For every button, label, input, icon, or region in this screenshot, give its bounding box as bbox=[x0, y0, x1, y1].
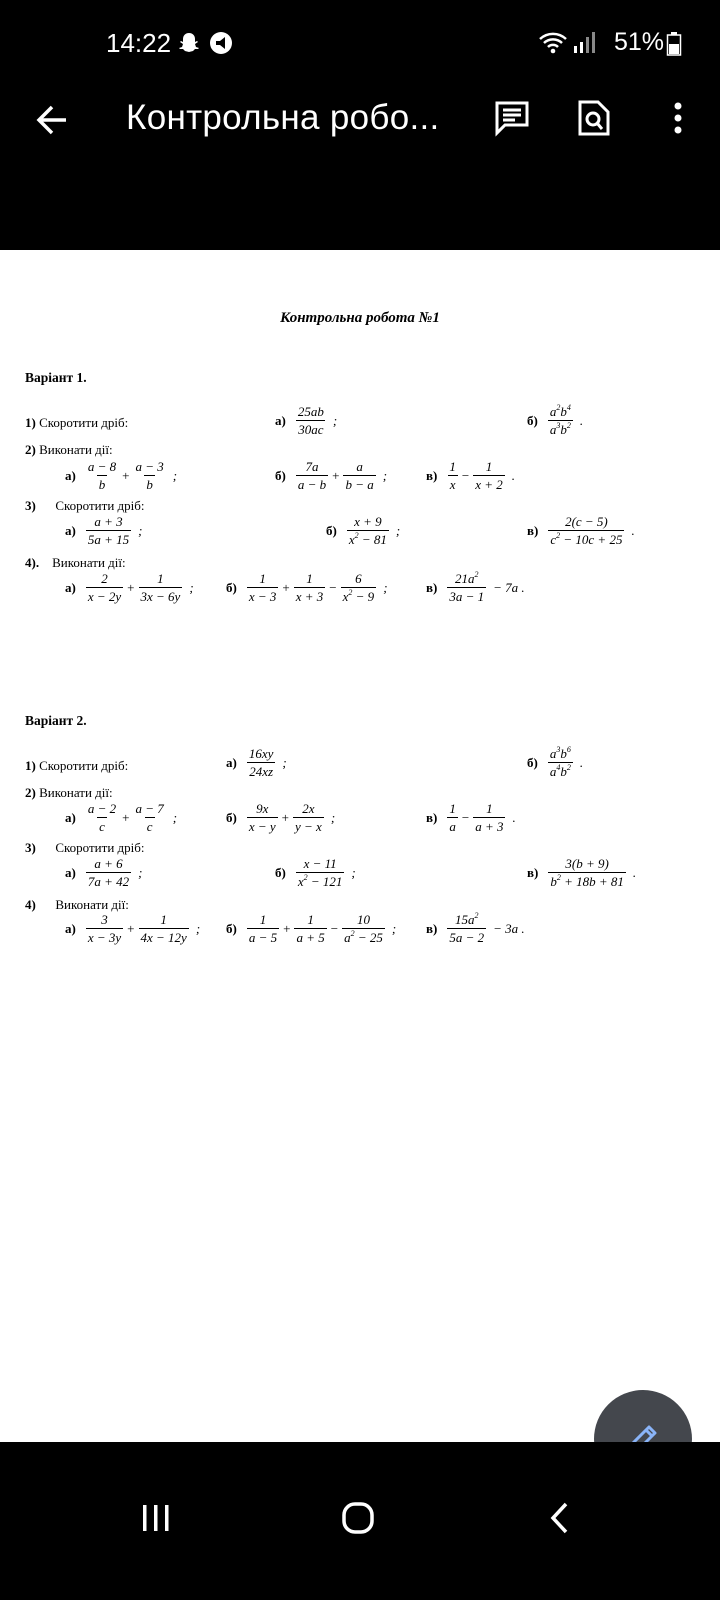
fraction bbox=[247, 802, 278, 833]
fraction bbox=[133, 802, 165, 833]
v1-t1-b bbox=[527, 405, 583, 436]
numerator: 3(b + 9) bbox=[565, 856, 609, 871]
numerator: 9x bbox=[256, 801, 269, 816]
operator: + bbox=[282, 579, 290, 595]
fraction bbox=[447, 913, 486, 944]
fraction bbox=[86, 913, 123, 944]
denominator: a − b bbox=[297, 477, 327, 492]
numerator: $a^2b^4$ bbox=[549, 403, 571, 419]
variant-1-heading: Варіант 1. bbox=[25, 370, 87, 385]
fraction bbox=[347, 515, 389, 546]
tail: . bbox=[511, 467, 515, 483]
denominator: 3a − 1 bbox=[449, 589, 485, 604]
fraction bbox=[247, 572, 279, 603]
denominator: c bbox=[99, 819, 105, 834]
v2-t3-b bbox=[275, 857, 356, 888]
operator: − bbox=[461, 467, 470, 483]
item-label: б) bbox=[226, 809, 237, 825]
task-number: 1) bbox=[25, 758, 36, 773]
task-number: 4) bbox=[25, 897, 36, 912]
document-page[interactable] bbox=[0, 250, 720, 1442]
battery-percent: 51% bbox=[614, 28, 665, 56]
item-label: б) bbox=[275, 864, 286, 880]
operator: + bbox=[283, 920, 291, 936]
fraction bbox=[293, 802, 324, 833]
numerator: 25ab bbox=[297, 404, 324, 419]
system-navigation-bar bbox=[0, 1442, 720, 1600]
operator: + bbox=[122, 809, 130, 825]
numerator: x + 9 bbox=[354, 514, 382, 529]
numerator: a − 8 bbox=[87, 459, 117, 474]
denominator: 5a + 15 bbox=[87, 532, 130, 547]
task-number: 4). bbox=[25, 555, 40, 570]
back-button[interactable] bbox=[28, 96, 76, 144]
numerator: $a^3b^6$ bbox=[549, 745, 571, 761]
fraction bbox=[294, 572, 326, 603]
denominator: $x^2 - 121$ bbox=[297, 873, 343, 889]
operator: + bbox=[122, 467, 130, 483]
denominator: x + 2 bbox=[475, 477, 503, 492]
v2-t2-b bbox=[226, 802, 335, 833]
fraction bbox=[247, 747, 276, 778]
find-in-page-icon bbox=[576, 99, 612, 137]
denominator: 3x − 6y bbox=[140, 589, 181, 604]
item-label: в) bbox=[426, 920, 438, 936]
denominator: x − 2y bbox=[87, 589, 122, 604]
v2-t3-a bbox=[65, 857, 142, 888]
v1-t2-b bbox=[275, 460, 387, 491]
numerator: 1 bbox=[160, 912, 167, 927]
v1-t2-a bbox=[65, 460, 177, 491]
recents-button[interactable] bbox=[126, 1488, 186, 1548]
denominator: a + 5 bbox=[296, 930, 325, 945]
denominator: $a^3b^2$ bbox=[549, 421, 571, 437]
denominator: $a^4b^2$ bbox=[549, 763, 571, 779]
tail: . bbox=[631, 522, 635, 538]
denominator: x − 3 bbox=[248, 589, 277, 604]
item-label: а) bbox=[65, 522, 76, 538]
fraction bbox=[139, 572, 183, 603]
denominator: a bbox=[449, 819, 456, 834]
item-label: а) bbox=[65, 920, 76, 936]
fraction bbox=[548, 405, 573, 436]
snapchat-icon bbox=[176, 30, 202, 56]
item-label: в) bbox=[527, 864, 539, 880]
task-text: Виконати дії: bbox=[39, 785, 113, 800]
fraction bbox=[294, 913, 326, 944]
numerator: 1 bbox=[449, 801, 456, 816]
item-label: а) bbox=[65, 467, 76, 483]
v2-t2-a bbox=[65, 802, 177, 833]
status-time: 14:22 bbox=[106, 28, 172, 58]
tail: ; bbox=[189, 579, 194, 595]
v2-t4-c bbox=[426, 913, 525, 944]
denominator: x + 3 bbox=[295, 589, 324, 604]
numerator: a − 3 bbox=[135, 459, 164, 474]
fraction bbox=[447, 460, 458, 491]
item-label: б) bbox=[226, 579, 237, 595]
tail: . bbox=[579, 412, 584, 428]
denominator: a − 5 bbox=[248, 930, 278, 945]
cast-icon bbox=[208, 30, 234, 56]
tail: ; bbox=[382, 467, 388, 483]
denominator: c bbox=[146, 819, 153, 834]
battery-icon bbox=[666, 31, 682, 57]
tail: ; bbox=[351, 864, 356, 880]
recents-icon bbox=[140, 1503, 172, 1533]
denominator: $b^2 + 18b + 81$ bbox=[550, 873, 624, 889]
fraction bbox=[341, 572, 377, 603]
fraction bbox=[296, 405, 326, 436]
numerator: x − 11 bbox=[303, 856, 337, 871]
fraction bbox=[447, 802, 458, 833]
item-label: б) bbox=[527, 754, 538, 770]
denominator: y − x bbox=[295, 819, 322, 834]
item-label: б) bbox=[226, 920, 237, 936]
page-title: Контрольна робота №1 bbox=[280, 310, 440, 326]
more-vert-icon bbox=[673, 101, 683, 135]
fraction bbox=[473, 802, 505, 833]
fraction bbox=[548, 515, 624, 546]
v2-task-4 bbox=[25, 897, 129, 913]
denominator: b bbox=[146, 477, 153, 492]
status-bar bbox=[0, 0, 720, 88]
item-label: в) bbox=[426, 809, 438, 825]
v2-task-1 bbox=[25, 758, 128, 774]
task-text: Виконати дії: bbox=[55, 897, 129, 912]
v1-task-4 bbox=[25, 555, 126, 571]
fraction bbox=[296, 460, 328, 491]
item-label: б) bbox=[527, 412, 538, 428]
fraction bbox=[473, 460, 505, 491]
numerator: 1 bbox=[259, 912, 267, 927]
item-label: в) bbox=[527, 522, 539, 538]
v1-task-2 bbox=[25, 442, 113, 458]
item-label: в) bbox=[426, 467, 438, 483]
numerator: 1 bbox=[157, 571, 164, 586]
operator: − bbox=[329, 579, 337, 595]
numerator: a − 2 bbox=[87, 801, 117, 816]
tail: − 3a . bbox=[493, 920, 525, 936]
task-number: 1) bbox=[25, 415, 36, 430]
item-label: а) bbox=[275, 412, 286, 428]
fraction bbox=[86, 802, 118, 833]
item-label: б) bbox=[275, 467, 286, 483]
v1-t1-a bbox=[275, 405, 337, 436]
numerator: $21a^2$ bbox=[455, 570, 479, 586]
task-text: Скоротити дріб: bbox=[39, 758, 129, 773]
numerator: 3 bbox=[101, 912, 108, 927]
tail: ; bbox=[138, 864, 143, 880]
back-arrow-icon bbox=[35, 103, 69, 137]
v2-t2-c bbox=[426, 802, 516, 833]
v2-t4-a bbox=[65, 913, 200, 944]
fraction bbox=[447, 572, 486, 603]
v1-task-3 bbox=[25, 498, 144, 514]
operator: + bbox=[127, 579, 135, 595]
tail: ; bbox=[391, 920, 397, 936]
denominator: b − a bbox=[345, 477, 374, 492]
v1-t3-b bbox=[326, 515, 400, 546]
numerator: 1 bbox=[307, 912, 314, 927]
comments-button[interactable] bbox=[488, 94, 536, 142]
v2-t4-b bbox=[226, 913, 396, 944]
operator: + bbox=[281, 809, 289, 825]
item-label: а) bbox=[65, 809, 76, 825]
numerator: 1 bbox=[259, 571, 266, 586]
numerator: 16xy bbox=[248, 746, 274, 761]
numerator: a + 6 bbox=[94, 856, 123, 871]
numerator: 2x bbox=[302, 801, 315, 816]
denominator: 5a − 2 bbox=[449, 930, 485, 945]
denominator: x bbox=[449, 477, 456, 492]
find-in-page-button[interactable] bbox=[570, 94, 618, 142]
tail: ; bbox=[383, 579, 388, 595]
v1-t3-a bbox=[65, 515, 142, 546]
document-title: Контрольна робо... bbox=[126, 98, 440, 137]
numerator: 7a bbox=[305, 459, 319, 474]
signal-icon bbox=[572, 30, 596, 56]
denominator: a + 3 bbox=[475, 819, 504, 834]
denominator: x − y bbox=[248, 819, 276, 834]
tail: ; bbox=[332, 412, 338, 428]
tail: . bbox=[579, 754, 584, 770]
item-label: б) bbox=[326, 522, 337, 538]
v2-task-2 bbox=[25, 785, 113, 801]
denominator: 7a + 42 bbox=[87, 874, 130, 889]
task-number: 2) bbox=[25, 785, 36, 800]
numerator: 6 bbox=[355, 571, 362, 586]
v1-t4-c bbox=[426, 572, 525, 603]
denominator: x − 3y bbox=[87, 930, 122, 945]
numerator: 1 bbox=[449, 459, 456, 474]
denominator: $a^2 - 25$ bbox=[344, 929, 383, 945]
item-label: а) bbox=[226, 754, 237, 770]
tail: . bbox=[632, 864, 637, 880]
item-label: а) bbox=[65, 579, 76, 595]
fraction bbox=[133, 460, 165, 491]
v1-t3-c bbox=[527, 515, 635, 546]
task-text: Скоротити дріб: bbox=[55, 840, 145, 855]
denominator: 4x − 12y bbox=[140, 930, 187, 945]
task-number: 3) bbox=[25, 498, 36, 513]
tail: − 7a . bbox=[493, 579, 525, 595]
tail: ; bbox=[395, 522, 401, 538]
v1-task-1 bbox=[25, 415, 128, 431]
tail: ; bbox=[138, 522, 143, 538]
task-number: 2) bbox=[25, 442, 36, 457]
fraction bbox=[86, 460, 118, 491]
fraction bbox=[86, 572, 123, 603]
item-label: в) bbox=[426, 579, 438, 595]
denominator: $x^2 - 81$ bbox=[348, 531, 387, 547]
numerator: $15a^2$ bbox=[455, 911, 479, 927]
operator: − bbox=[461, 809, 470, 825]
task-text: Виконати дії: bbox=[39, 442, 113, 457]
fraction bbox=[86, 857, 131, 888]
variant-2-heading: Варіант 2. bbox=[25, 713, 87, 728]
fraction bbox=[342, 913, 385, 944]
tail: ; bbox=[282, 754, 287, 770]
numerator: 1 bbox=[485, 459, 493, 474]
v1-t4-a bbox=[65, 572, 194, 603]
denominator: $x^2 - 9$ bbox=[342, 588, 375, 604]
numerator: 10 bbox=[356, 912, 370, 927]
fraction bbox=[86, 515, 131, 546]
wifi-icon bbox=[538, 30, 568, 56]
home-button[interactable] bbox=[328, 1488, 388, 1548]
denominator: b bbox=[98, 477, 106, 492]
numerator: 2 bbox=[101, 571, 108, 586]
numerator: 1 bbox=[486, 801, 493, 816]
denominator: $c^2 - 10c + 25$ bbox=[550, 531, 623, 547]
v1-t2-c bbox=[426, 460, 515, 491]
home-icon bbox=[341, 1501, 375, 1535]
tail: . bbox=[512, 809, 516, 825]
item-label: а) bbox=[65, 864, 76, 880]
numerator: a + 3 bbox=[94, 514, 123, 529]
v2-t1-b bbox=[527, 747, 583, 778]
operator: + bbox=[332, 467, 340, 483]
v2-t3-c bbox=[527, 857, 636, 888]
fraction bbox=[548, 857, 626, 888]
fraction bbox=[548, 747, 573, 778]
task-text: Скоротити дріб: bbox=[39, 415, 129, 430]
nav-back-icon bbox=[549, 1501, 571, 1535]
tail: ; bbox=[172, 809, 178, 825]
operator: + bbox=[127, 920, 135, 936]
numerator: a bbox=[356, 459, 363, 474]
task-text: Скоротити дріб: bbox=[55, 498, 145, 513]
tail: ; bbox=[195, 920, 201, 936]
fraction bbox=[247, 913, 279, 944]
fraction bbox=[343, 460, 375, 491]
v2-task-3 bbox=[25, 840, 144, 856]
numerator: 2(c − 5) bbox=[565, 514, 608, 529]
task-number: 3) bbox=[25, 840, 36, 855]
app-bar bbox=[0, 88, 720, 250]
more-options-button[interactable] bbox=[654, 94, 702, 142]
v1-t4-b bbox=[226, 572, 388, 603]
numerator: 1 bbox=[306, 571, 313, 586]
tail: ; bbox=[330, 809, 336, 825]
tail: ; bbox=[172, 467, 178, 483]
fraction bbox=[139, 913, 189, 944]
comment-icon bbox=[493, 99, 531, 137]
fraction bbox=[296, 857, 345, 888]
denominator: 30ac bbox=[298, 422, 324, 437]
denominator: 24xz bbox=[249, 764, 274, 779]
numerator: a − 7 bbox=[135, 801, 164, 816]
v2-t1-a bbox=[226, 747, 287, 778]
nav-back-button[interactable] bbox=[530, 1488, 590, 1548]
task-text: Виконати дії: bbox=[52, 555, 126, 570]
operator: − bbox=[330, 920, 339, 936]
